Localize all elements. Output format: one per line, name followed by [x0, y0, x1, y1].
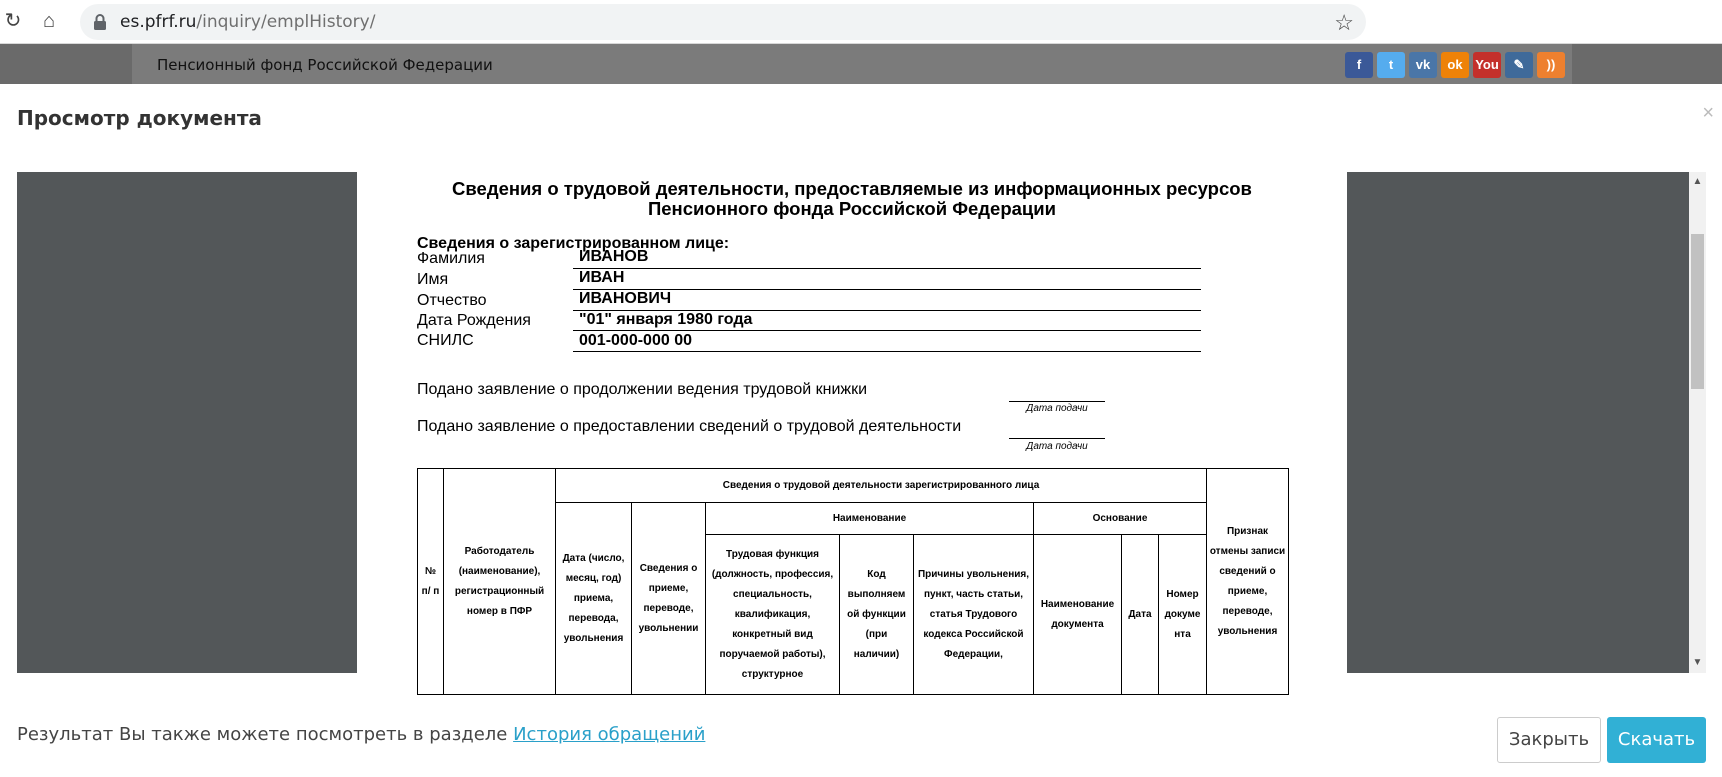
field-label-name: Имя [417, 271, 449, 288]
application-continue-workbook: Подано заявление о продолжении ведения трудовой книжки [417, 381, 868, 398]
twitter-icon[interactable]: t [1377, 52, 1405, 78]
date-caption: Дата подачи [1026, 403, 1088, 414]
date-line [1009, 401, 1105, 402]
date-caption: Дата подачи [1026, 441, 1088, 452]
download-button[interactable]: Скачать [1607, 717, 1706, 763]
field-label-birthdate: Дата Рождения [417, 312, 531, 329]
field-label-surname: Фамилия [417, 250, 485, 267]
footer-note-text: Результат Вы также можете посмотреть в разделе [17, 724, 508, 745]
field-value-name: ИВАН [579, 269, 625, 286]
close-button[interactable]: Закрыть [1497, 717, 1601, 763]
col-doc-name-header: Наименование документа [1034, 535, 1122, 695]
document-title [357, 179, 1347, 219]
lock-icon[interactable] [92, 13, 108, 31]
site-header [0, 44, 1722, 84]
url-path: /inquiry/emplHistory/ [196, 12, 376, 32]
bookmark-star-icon[interactable]: ☆ [1334, 10, 1354, 35]
col-function-header: Трудовая функция (должность, профессия, специальность, квалификация, конкретный вид поручаемой работы), структурное [706, 535, 840, 695]
modal-title: Просмотр документа [17, 106, 262, 130]
scroll-thumb[interactable] [1691, 234, 1704, 389]
field-label-snils: СНИЛС [417, 332, 474, 349]
reload-icon[interactable]: ↻ [4, 10, 22, 32]
facebook-icon[interactable]: f [1345, 52, 1373, 78]
site-title: Пенсионный фонд Российской Федерации [157, 56, 493, 74]
scroll-up-arrow-icon[interactable]: ▲ [1692, 176, 1703, 187]
field-value-birthdate: "01" января 1980 года [579, 311, 753, 328]
rss-icon[interactable]: )) [1537, 52, 1565, 78]
basis-header: Основание [1034, 503, 1207, 535]
col-employer-header: Работодатель (наименование), регистрационный номер в ПФР [444, 469, 556, 695]
document-title-line-1: Сведения о трудовой деятельности, предоставляемые из информационных ресурсов [452, 178, 1252, 199]
col-date-header: Дата (число, месяц, год) приема, перевода, увольнения [556, 503, 632, 695]
odnoklassniki-icon[interactable]: ok [1441, 52, 1469, 78]
history-link[interactable]: История обращений [513, 724, 706, 745]
field-value-patronymic: ИВАНОВИЧ [579, 290, 672, 307]
livejournal-icon[interactable]: ✎ [1505, 52, 1533, 78]
modal-close-icon[interactable]: × [1702, 102, 1714, 124]
document-title-line-2: Пенсионного фонда Российской Федерации [647, 198, 1057, 219]
document-modal [0, 84, 1722, 777]
scroll-down-arrow-icon[interactable]: ▼ [1692, 657, 1703, 668]
col-num-header: № п/ п [418, 469, 444, 695]
url-host: es.pfrf.ru [120, 12, 197, 32]
field-underline [573, 351, 1201, 352]
col-code-header: Код выполняем ой функции (при наличии) [840, 535, 914, 695]
viewer-scrollbar[interactable] [1689, 172, 1706, 673]
application-provide-info: Подано заявление о предоставлении сведений о трудовой деятельности [417, 418, 962, 435]
employment-table [417, 468, 1289, 695]
address-bar[interactable] [80, 4, 1366, 40]
field-value-snils: 001-000-000 00 [579, 332, 692, 349]
pdf-viewer[interactable] [17, 172, 1689, 680]
home-icon[interactable]: ⌂ [42, 10, 56, 32]
name-header: Наименование [706, 503, 1034, 535]
col-cancel-header: Признак отмены записи сведений о приеме, переводе, увольнения [1207, 469, 1289, 695]
field-value-surname: ИВАНОВ [579, 248, 649, 265]
field-underline [573, 330, 1201, 331]
url-text[interactable] [120, 12, 375, 32]
document-page [357, 172, 1347, 680]
browser-toolbar [0, 0, 1722, 44]
col-doc-num-header: Номер докуме нта [1159, 535, 1207, 695]
col-info-header: Сведения о приеме, переводе, увольнении [632, 503, 706, 695]
group-header: Сведения о трудовой деятельности зарегистрированного лица [556, 469, 1207, 503]
registered-person-heading: Сведения о зарегистрированном лице: [417, 235, 730, 252]
footer-note [17, 724, 705, 745]
field-underline [573, 268, 1201, 269]
youtube-icon[interactable]: You [1473, 52, 1501, 78]
date-line [1009, 438, 1105, 439]
col-doc-date-header: Дата [1122, 535, 1159, 695]
vk-icon[interactable]: vk [1409, 52, 1437, 78]
social-links [1345, 52, 1565, 78]
col-reasons-header: Причины увольнения, пункт, часть статьи, статья Трудового кодекса Российской Федерации, [914, 535, 1034, 695]
field-label-patronymic: Отчество [417, 292, 487, 309]
